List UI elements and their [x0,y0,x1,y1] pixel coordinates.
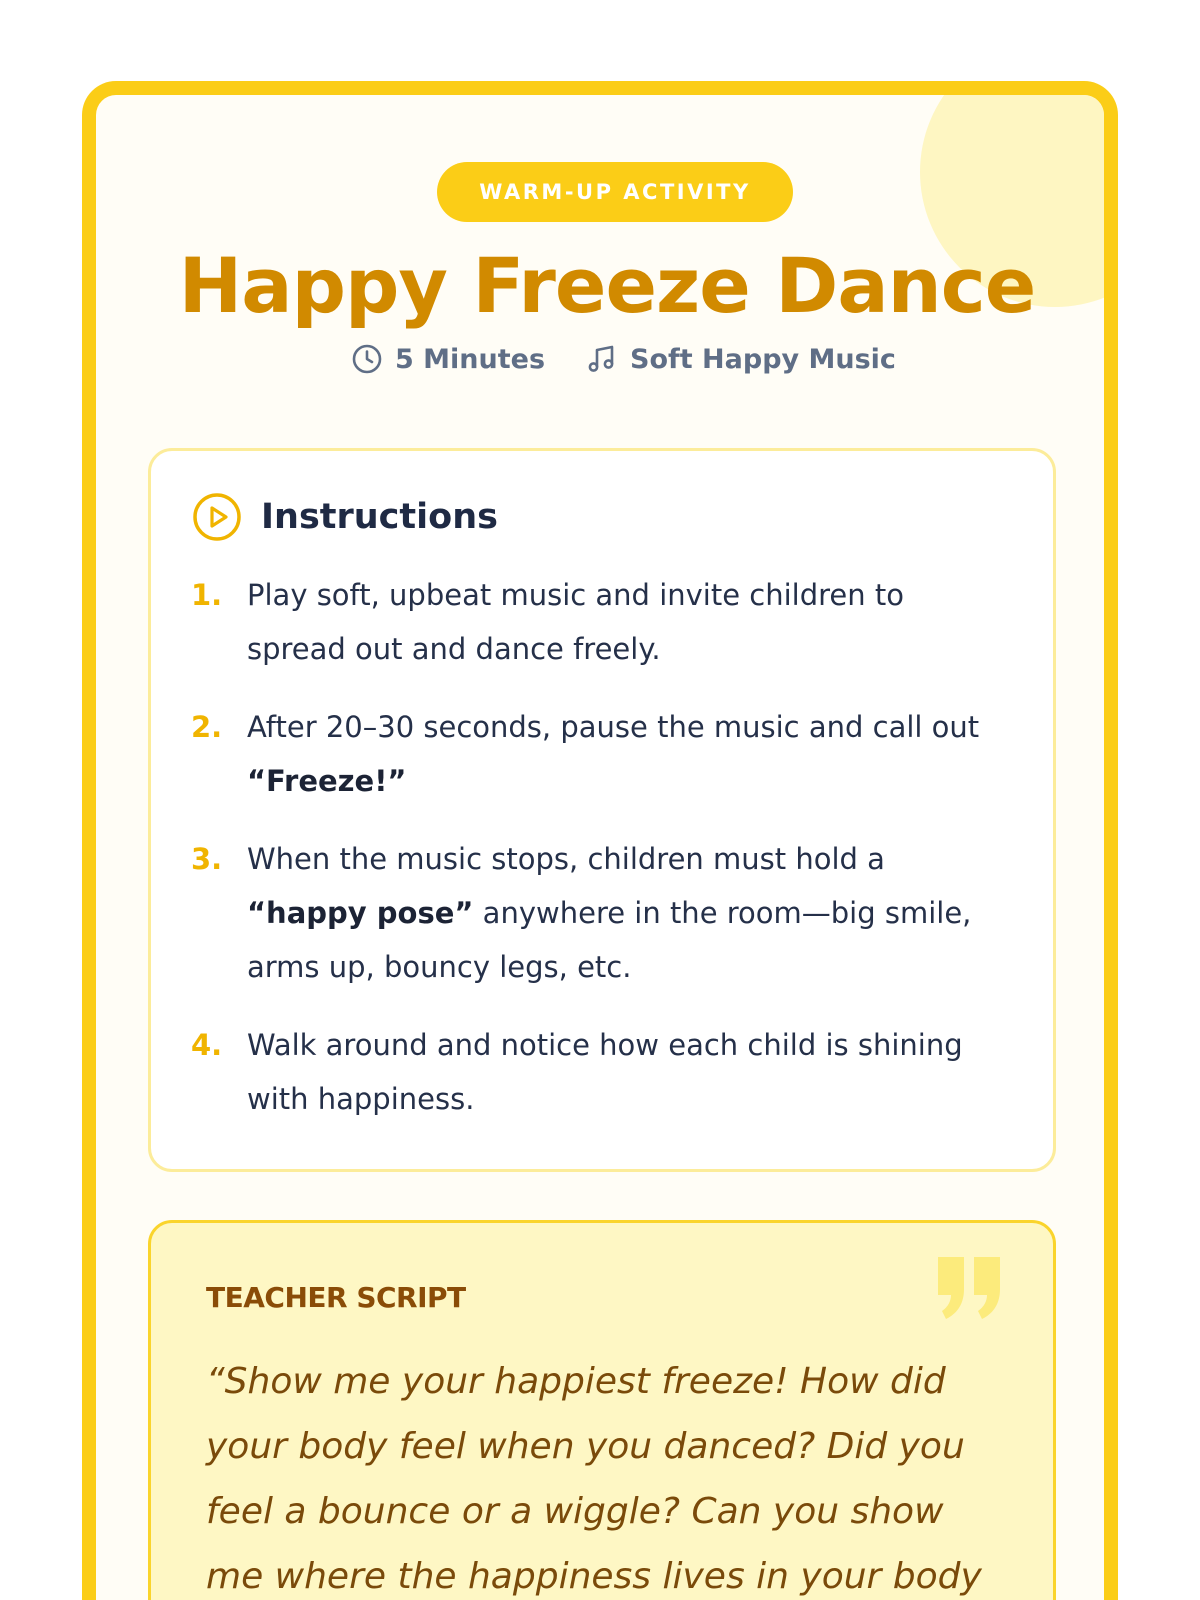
instruction-step [191,568,1011,676]
step-number: 1. [191,578,223,612]
step-number: 2. [191,710,223,744]
instructions-title: Instructions [261,497,498,537]
step-text: Walk around and notice how each child is shining with happiness. [247,1028,963,1116]
teacher-script-panel [148,1220,1056,1600]
instruction-step [191,832,1011,994]
quote-icon [934,1253,1004,1323]
step-emphasis: “Freeze!” [247,764,407,798]
activity-title: Happy Freeze Dance [178,241,1036,330]
step-emphasis: “happy pose” [247,896,474,930]
duration-text: 5 Minutes [395,343,546,375]
instruction-step [191,1018,1011,1126]
step-number: 3. [191,842,223,876]
instruction-step [191,700,1011,808]
duration-meta [351,341,545,377]
step-number: 4. [191,1028,223,1062]
step-text: Play soft, upbeat music and invite children to spread out and dance freely. [247,578,904,666]
music-meta [586,341,896,377]
instructions-panel [148,448,1056,1172]
music-note-icon [586,343,618,375]
activity-type-badge: WARM-UP ACTIVITY [437,162,793,222]
step-text: After 20–30 seconds, pause the music and call out [247,710,980,744]
instructions-header [191,491,498,543]
step-text: When the music stops, children must hold a [247,842,885,876]
clock-icon [351,343,383,375]
play-circle-icon [191,491,243,543]
teacher-script-text: “Show me your happiest freeze! How did your body feel when you danced? Did you feel a bounce or a wiggle? Can you show me where the happiness lives in your body [206,1361,982,1597]
teacher-script-label: TEACHER SCRIPT [206,1281,466,1314]
instruction-steps [191,568,1011,1150]
music-text: Soft Happy Music [630,343,896,375]
activity-card [82,81,1118,1600]
step-text: anywhere in the room—big smile, arms up, bouncy legs, etc. [247,896,972,984]
